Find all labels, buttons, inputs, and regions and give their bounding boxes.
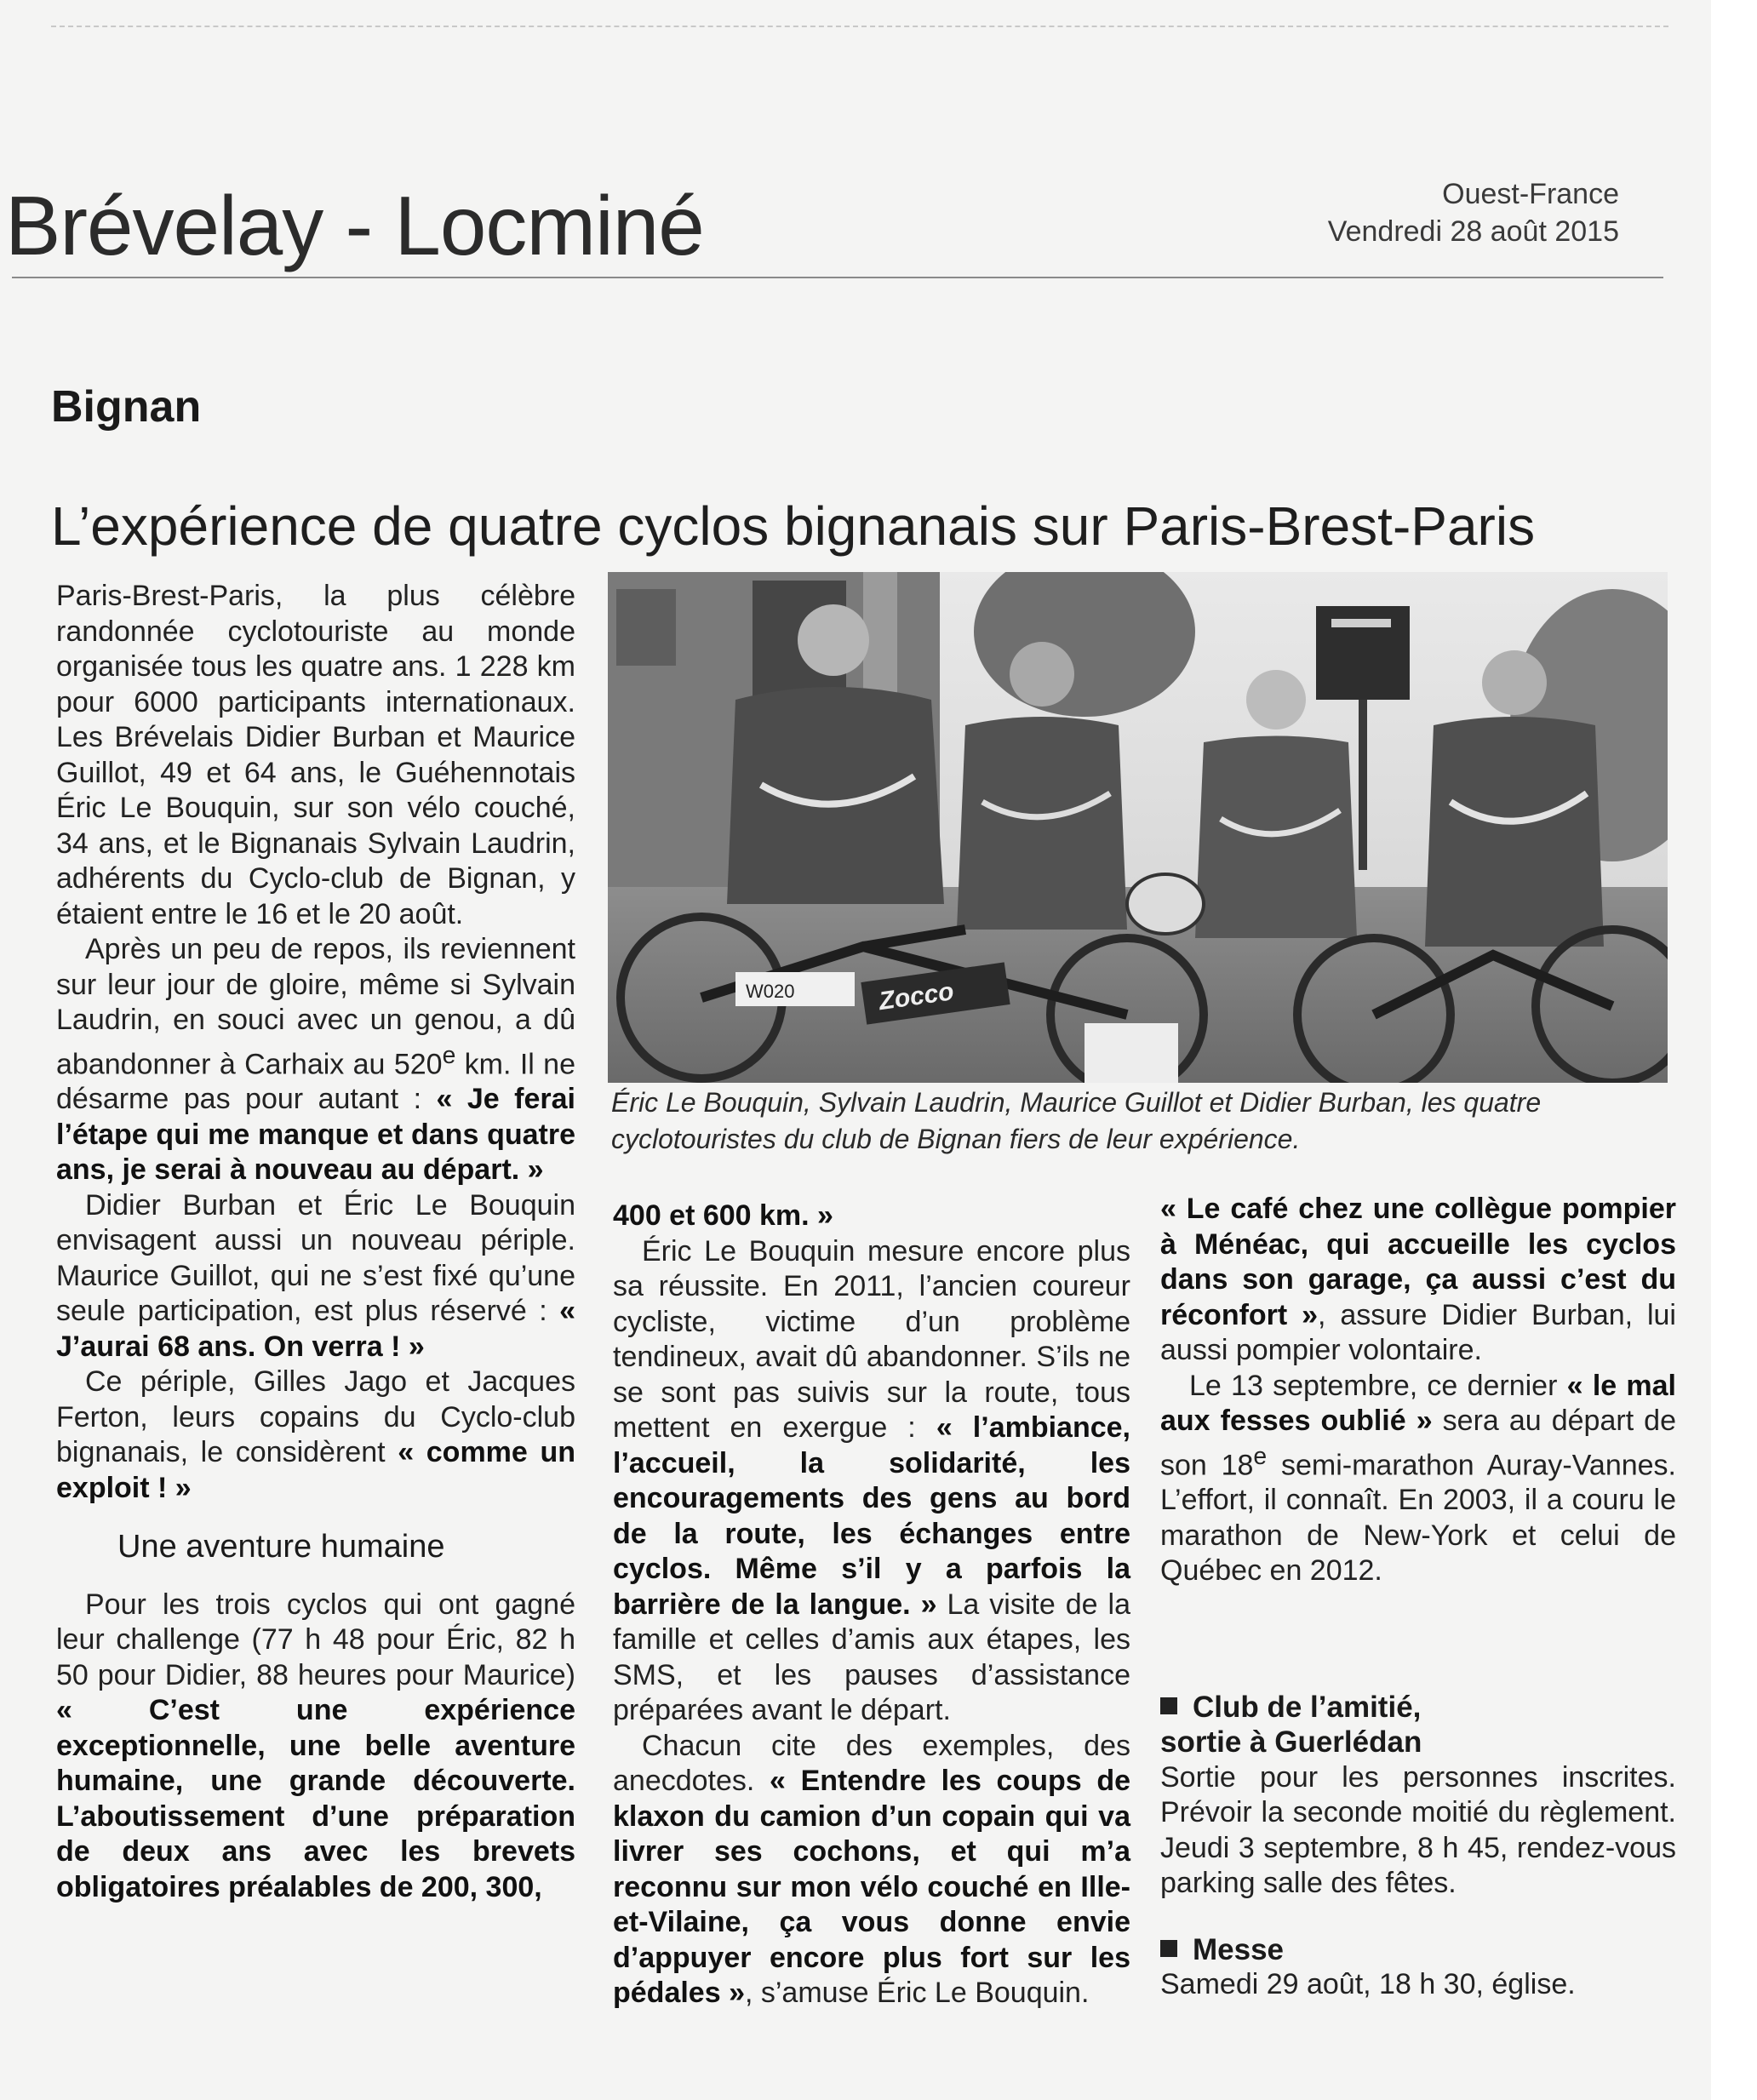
paragraph-return: Après un peu de repos, ils reviennent sur leur jour de gloire, même si Sylvain Laudrin, en souci avec un genou, a dû abandonner à Carhaix au 520e km. Il ne désarme pas pour autant : « Je ferai l’étape qui me manque et dans quatre ans, je serai à nouveau au départ. » (56, 933, 575, 1187)
article-headline: L’expérience de quatre cyclos bignanais sur Paris-Brest-Paris (51, 495, 1536, 557)
brief-title-club: Club de l’amitié, (1160, 1690, 1676, 1725)
paragraph-projects: Didier Burban et Éric Le Bouquin envisagent aussi un nouveau périple. Maurice Guillot, qui ne s’est fixé qu’une seule participation, est plus réservé : « J’aurai 68 ans. On verra ! » (56, 1188, 575, 1363)
paragraph-success: Éric Le Bouquin mesure encore plus sa réussite. En 2011, l’ancien coureur cycliste, victime d’un problème tendineux, avait dû abandonner. S’ils ne se sont pas suivis sur la route, tous mettent en exergue : « l’ambiance, l’accueil, la solidarité, les encouragements des gens au bord de la route, les échanges entre cyclos. Même s’il y a parfois la barrière de la langue. » La visite de la famille et celles d’amis aux étapes, les SMS, et les pauses d’assistance préparées avant le départ. (613, 1234, 1131, 1726)
masthead (1328, 175, 1619, 250)
paragraph-anecdotes: Chacun cite des exemples, des anecdotes. « Entendre les coups de klaxon du camion d’un copain qui va livrer ses cochons, et qui m’a reconnu sur mon vélo couché en Ille-et-Vilaine, ça vous donne envie d’appuyer encore plus fort sur les pédales », s’amuse Éric Le Bouquin. (613, 1729, 1130, 2009)
cut-line (51, 26, 1668, 27)
article-column-3 (1160, 1192, 1676, 2003)
paragraph-challenge: Pour les trois cyclos qui ont gagné leur challenge (77 h 48 pour Éric, 82 h 50 pour Didier, 88 heures pour Maurice) « C’est une expérience exceptionnelle, une belle aventure humaine, une grande découverte. L’aboutissement d’une préparation de deux ans avec les brevets obligatoires préalables de 200, 300, (56, 1588, 575, 1903)
brief-body-club: Sortie pour les personnes inscrites. Prévoir la seconde moitié du règlement. Jeudi 3 septembre, 8 h 45, rendez-vous parking salle des fêtes. (1160, 1760, 1676, 1900)
paragraph-intro: Paris-Brest-Paris, la plus célèbre randonnée cyclotouriste au monde organisée tous les quatre ans. 1 228 km pour 6000 participants internationaux. Les Brévelais Didier Burban et Maurice Guillot, 49 et 64 ans, le Guéhennotais Éric Le Bouquin, sur son vélo couché, 34 ans, et le Bignanais Sylvain Laudrin, adhérents du Cyclo-club de Bignan, y étaient entre le 16 et le 20 août. (56, 580, 575, 930)
article-column-2 (613, 1199, 1130, 2011)
paragraph-cafe: « Le café chez une collègue pompier à Ménéac, qui accueille les cyclos dans son garage, ça aussi c’est du réconfort », assure Didier Burban, lui aussi pompier volontaire. (1160, 1193, 1676, 1366)
bullet-square-icon (1160, 1697, 1177, 1714)
photo-caption: Éric Le Bouquin, Sylvain Laudrin, Maurice Guillot et Didier Burban, les quatre cyclotouristes du club de Bignan fiers de leur expérience. (611, 1087, 1542, 1154)
brief-body-messe: Samedi 29 août, 18 h 30, église. (1160, 1968, 1576, 2001)
subheading: Une aventure humaine (117, 1529, 445, 1565)
paragraph-club: Ce périple, Gilles Jago et Jacques Ferton, leurs copains du Cyclo-club bignanais, le considèrent « comme un exploit ! » (56, 1365, 575, 1504)
paragraph-marathon: Le 13 septembre, ce dernier « le mal aux fesses oublié » sera au départ de son 18e semi-marathon Auray-Vannes. L’effort, il connaît. En 2003, il a couru le marathon de New-York et celui de Québec en 2012. (1160, 1369, 1677, 1588)
section-title: Brévelay - Locminé (5, 179, 704, 272)
article-column-1 (56, 579, 575, 1905)
cyclists-photo (608, 572, 1668, 1083)
bib-number: W020 (746, 981, 795, 1002)
newspaper-name: Ouest-France (1442, 178, 1619, 210)
brief-title-messe: Messe (1160, 1932, 1676, 1968)
publication-date: Vendredi 28 août 2015 (1327, 215, 1619, 248)
quote-continuation: 400 et 600 km. » (613, 1199, 833, 1232)
bullet-square-icon (1160, 1940, 1177, 1957)
header-divider (12, 277, 1663, 278)
frame-brand: Zocco (877, 977, 956, 1016)
locality-label: Bignan (51, 382, 202, 432)
brief-subtitle-club: sortie à Guerlédan (1160, 1725, 1422, 1760)
